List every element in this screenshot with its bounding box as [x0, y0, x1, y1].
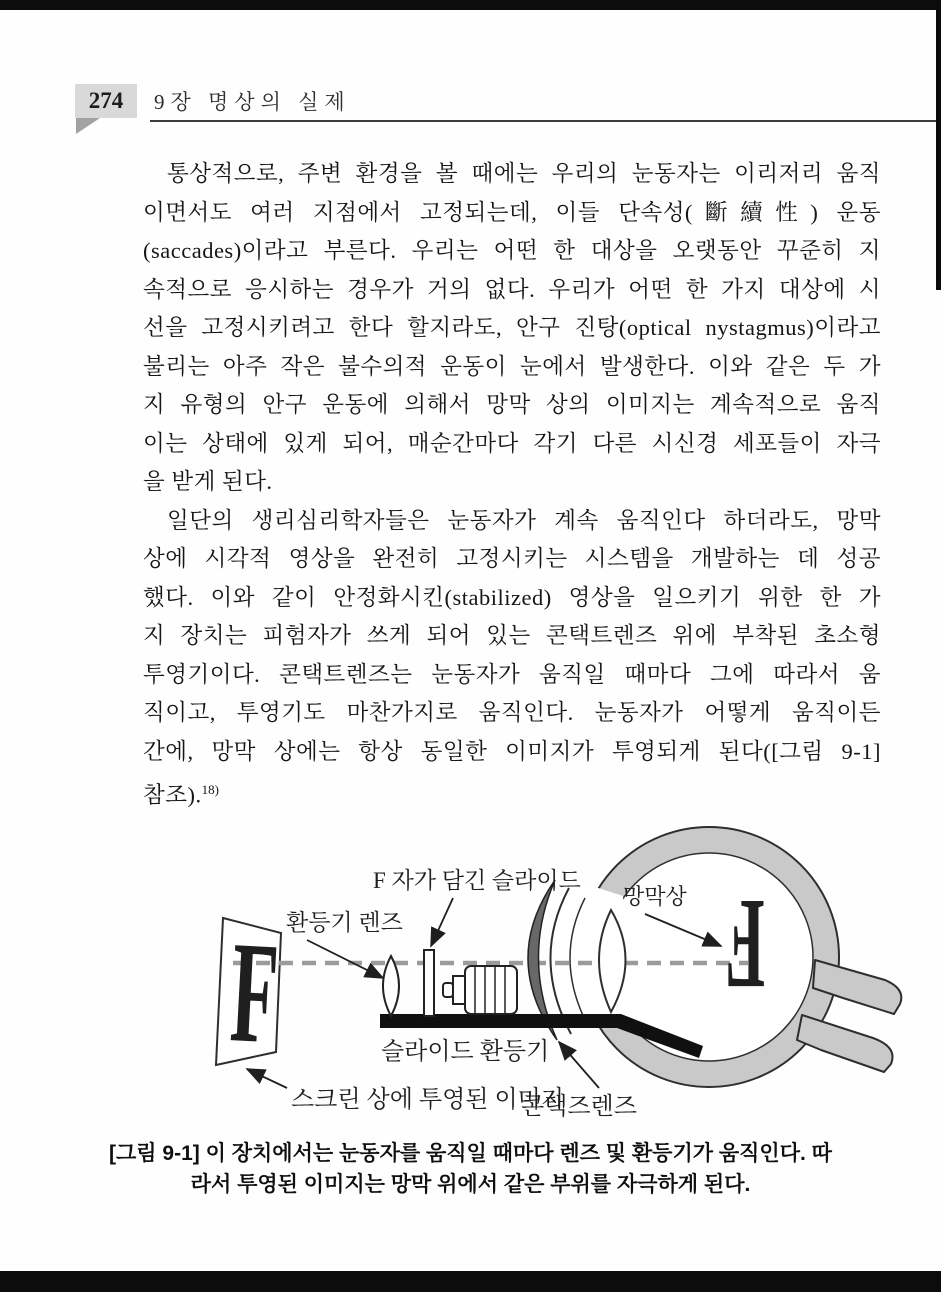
para2-last-line — [143, 771, 881, 810]
para2-last-text: 참조). — [143, 782, 202, 808]
body-line: 투영기이다. 콘택트렌즈는 눈동자가 움직일 때마다 그에 따라서 움 — [143, 661, 881, 687]
body-line: 속적으로 응시하는 경우가 거의 없다. 우리가 어떤 한 가지 대상에 시 — [143, 276, 881, 302]
label-slide-projector: 슬라이드 환등기 — [381, 1039, 550, 1065]
retinal-letter-f — [725, 872, 765, 1016]
scan-border-bottom — [0, 1271, 941, 1292]
label-screen-image: 스크린 상에 투영된 이미지 — [291, 1087, 565, 1113]
slide-arrow — [431, 898, 453, 946]
page-tab-fold — [76, 118, 100, 134]
para1-last-line: 을 받게 된다. — [143, 469, 273, 494]
body-line: 상에 시각적 영상을 완전히 고정시키는 시스템을 개발하는 데 성공 — [143, 546, 881, 571]
projector-lamp — [443, 966, 517, 1014]
slide-shape — [424, 950, 434, 1016]
body-line: 직이고, 투영기도 마찬가지로 움직인다. 눈동자가 어떻게 움직이든 — [143, 700, 881, 725]
svg-text:F: F — [227, 910, 282, 1074]
body-line: 했다. 이와 같이 안정화시킨(stabilized) 영상을 일으키기 위한 한 가 — [143, 584, 881, 610]
para2-first-line: 일단의 생리심리학자들은 눈동자가 계속 움직인다 하더라도, 망막 — [167, 507, 881, 533]
body-line: 지 유형의 안구 운동에 의해서 망막 상의 이미지는 계속적으로 움직 — [143, 392, 881, 417]
contact-arrow — [559, 1042, 599, 1088]
body-line: 간에, 망막 상에는 항상 동일한 이미지가 투영되게 된다([그림 9-1] — [143, 738, 881, 764]
scan-border-top — [0, 0, 941, 10]
body-line: 지 장치는 피험자가 쓰게 되어 있는 콘택트렌즈 위에 부착된 초소형 — [143, 623, 881, 648]
body-text — [143, 155, 881, 810]
para1-lines — [143, 194, 881, 464]
lens-arrow — [307, 940, 383, 978]
caption-line-1: [그림 9-1] 이 장치에서는 눈동자를 움직일 때마다 렌즈 및 환등기가 움직인다. 따 — [109, 1142, 832, 1165]
figure-caption — [0, 1138, 941, 1200]
page-number: 274 — [88, 88, 124, 113]
body-line: 이면서도 여러 지점에서 고정되는데, 이들 단속성(斷續性) 운동 — [143, 199, 881, 225]
body-line: (saccades)이라고 부른다. 우리는 어떤 한 대상을 오랫동안 꾸준히 지 — [143, 238, 881, 263]
header-rule — [150, 120, 936, 122]
eye-projector-diagram — [203, 826, 910, 1128]
figure-9-1 — [203, 826, 910, 1128]
para2-lines — [143, 540, 881, 771]
caption-line-2: 라서 투영된 이미지는 망막 위에서 같은 부위를 자극하게 된다. — [190, 1173, 751, 1196]
footnote-marker: 18) — [201, 782, 219, 797]
body-line: 선을 고정시키려고 한다 할지라도, 안구 진탕(optical nystagmus)이라고 — [143, 315, 881, 340]
label-contact-lens: 콘택즈렌즈 — [521, 1094, 637, 1120]
label-slide-with-f: F 자가 담긴 슬라이드 — [373, 868, 581, 893]
label-retinal-image: 망막상 — [623, 884, 687, 909]
body-line: 이는 상태에 있게 되어, 매순간마다 각기 다른 시신경 세포들이 자극 — [143, 430, 881, 456]
body-line: 불리는 아주 작은 불수의적 운동이 눈에서 발생한다. 이와 같은 두 가 — [143, 353, 881, 379]
svg-text:F: F — [725, 871, 765, 1017]
chapter-header: 9장 명상의 실제 — [154, 90, 351, 114]
label-projector-lens: 환등기 렌즈 — [286, 910, 403, 935]
para1-first-line: 통상적으로, 주변 환경을 볼 때에는 우리의 눈동자는 이리저리 움직 — [167, 161, 881, 186]
scan-border-right — [936, 10, 941, 290]
screen-letter-f — [227, 911, 281, 1074]
page-number-tab — [75, 84, 137, 118]
